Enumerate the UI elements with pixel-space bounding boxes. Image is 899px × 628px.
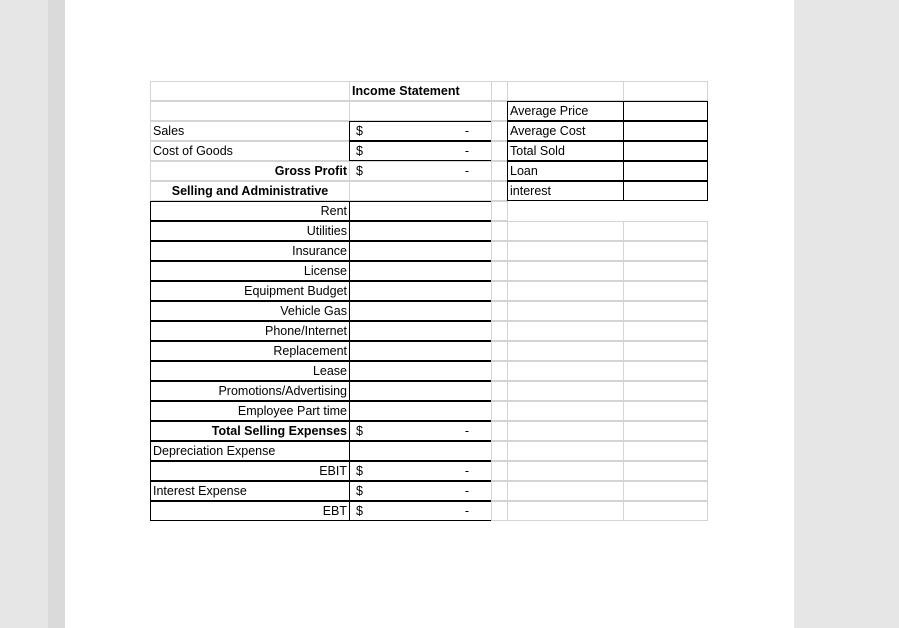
spacer-cell[interactable] [491, 101, 508, 121]
row-value-cell[interactable] [349, 441, 492, 461]
row-value-cell[interactable] [349, 481, 492, 501]
row-value-cell[interactable] [349, 141, 492, 161]
spacer-cell[interactable] [491, 161, 508, 181]
row-label[interactable]: Sales [150, 121, 350, 141]
spacer-cell[interactable] [491, 221, 508, 241]
spacer-cell[interactable] [491, 321, 508, 341]
row-label[interactable]: Lease [150, 361, 350, 381]
spacer-cell[interactable] [491, 261, 508, 281]
spacer-cell[interactable] [491, 481, 508, 501]
blank-cell[interactable] [507, 461, 624, 481]
blank-cell[interactable] [623, 381, 708, 401]
assumption-label[interactable]: Average Cost [507, 121, 624, 141]
spacer-cell[interactable] [491, 81, 508, 101]
assumption-label[interactable]: interest [507, 181, 624, 201]
assumption-blank-cell[interactable] [507, 81, 624, 101]
assumption-value[interactable] [623, 121, 708, 141]
row-label[interactable]: Equipment Budget [150, 281, 350, 301]
spacer-cell[interactable] [491, 501, 508, 521]
blank-cell[interactable] [507, 241, 624, 261]
spacer-cell[interactable] [491, 461, 508, 481]
header-blank-cell[interactable] [150, 81, 350, 101]
row-label[interactable]: EBT [150, 501, 350, 521]
blank-cell[interactable] [623, 301, 708, 321]
row-value-cell[interactable] [349, 361, 492, 381]
row-value-cell[interactable] [349, 301, 492, 321]
row-label[interactable]: EBIT [150, 461, 350, 481]
row-value-cell[interactable] [349, 401, 492, 421]
row-label[interactable]: Rent [150, 201, 350, 221]
spacer-cell[interactable] [491, 341, 508, 361]
row-amount: - [464, 124, 469, 138]
spacer-cell[interactable] [491, 141, 508, 161]
row-amount: - [464, 424, 469, 438]
blank-cell[interactable] [507, 361, 624, 381]
blank-cell[interactable] [623, 421, 708, 441]
row-value-cell[interactable] [349, 181, 492, 201]
blank-cell[interactable] [623, 461, 708, 481]
blank-cell[interactable] [507, 441, 624, 461]
spacer-cell[interactable] [491, 121, 508, 141]
spacer-cell[interactable] [491, 381, 508, 401]
blank-cell[interactable] [623, 261, 708, 281]
row-value-cell[interactable] [349, 461, 492, 481]
row-label[interactable]: Insurance [150, 241, 350, 261]
blank-cell[interactable] [507, 281, 624, 301]
row-value-cell[interactable] [349, 121, 492, 141]
assumption-value[interactable] [623, 181, 708, 201]
assumption-label[interactable]: Loan [507, 161, 624, 181]
income-statement-title[interactable]: Income Statement [349, 81, 492, 101]
spacer-cell[interactable] [491, 301, 508, 321]
blank-cell[interactable] [623, 361, 708, 381]
row-value-cell[interactable] [349, 421, 492, 441]
assumption-value[interactable] [623, 161, 708, 181]
assumption-blank-cell[interactable] [623, 81, 708, 101]
row-amount: - [464, 464, 469, 478]
currency-symbol: $ [356, 164, 363, 178]
blank-cell[interactable] [507, 381, 624, 401]
currency-symbol: $ [356, 504, 363, 518]
row-value-cell[interactable] [349, 161, 492, 181]
row-amount: - [464, 504, 469, 518]
blank-cell[interactable] [623, 481, 708, 501]
row-label[interactable]: Depreciation Expense [150, 441, 350, 461]
blank-cell[interactable] [507, 501, 624, 521]
blank-cell[interactable] [507, 421, 624, 441]
blank-cell[interactable] [507, 301, 624, 321]
assumption-value[interactable] [623, 101, 708, 121]
currency-symbol: $ [356, 424, 363, 438]
assumption-label[interactable]: Average Price [507, 101, 624, 121]
row-value-cell[interactable] [349, 241, 492, 261]
currency-symbol: $ [356, 144, 363, 158]
blank-cell[interactable] [623, 221, 708, 241]
row-value-cell[interactable] [349, 221, 492, 241]
blank-cell[interactable] [623, 401, 708, 421]
blank-cell[interactable] [507, 221, 624, 241]
blank-cell[interactable] [507, 481, 624, 501]
row-value-cell[interactable] [349, 381, 492, 401]
blank-cell[interactable] [623, 321, 708, 341]
currency-symbol: $ [356, 484, 363, 498]
blank-cell[interactable] [507, 341, 624, 361]
spacer-cell[interactable] [491, 241, 508, 261]
page-left-margin [48, 0, 65, 628]
blank-cell[interactable] [507, 401, 624, 421]
row-label[interactable]: Promotions/Advertising [150, 381, 350, 401]
row-value-cell[interactable] [349, 321, 492, 341]
spacer-cell[interactable] [491, 181, 508, 201]
spacer-cell[interactable] [491, 401, 508, 421]
row-label[interactable]: Total Selling Expenses [150, 421, 350, 441]
spacer-cell[interactable] [491, 421, 508, 441]
spacer-cell[interactable] [491, 281, 508, 301]
assumption-label[interactable]: Total Sold [507, 141, 624, 161]
row-value-cell[interactable] [349, 281, 492, 301]
row-value-cell[interactable] [349, 341, 492, 361]
row-label[interactable]: Vehicle Gas [150, 301, 350, 321]
row-label[interactable]: Utilities [150, 221, 350, 241]
row-label[interactable]: Replacement [150, 341, 350, 361]
blank-cell[interactable] [623, 341, 708, 361]
row-amount: - [464, 164, 469, 178]
row-label[interactable]: Selling and Administrative [150, 181, 350, 201]
row-amount: - [464, 484, 469, 498]
row-label[interactable]: Cost of Goods [150, 141, 350, 161]
currency-symbol: $ [356, 124, 363, 138]
blank-cell[interactable] [507, 261, 624, 281]
blank-cell[interactable] [623, 501, 708, 521]
workspace-background [794, 0, 899, 628]
row-label[interactable]: Gross Profit [150, 161, 350, 181]
row-label[interactable]: License [150, 261, 350, 281]
row-label[interactable]: Employee Part time [150, 401, 350, 421]
spacer-cell[interactable] [491, 201, 508, 221]
blank-cell[interactable] [150, 101, 350, 121]
row-amount: - [464, 144, 469, 158]
row-value-cell[interactable] [349, 501, 492, 521]
blank-cell[interactable] [623, 281, 708, 301]
blank-cell[interactable] [623, 241, 708, 261]
currency-symbol: $ [356, 464, 363, 478]
spacer-cell[interactable] [491, 361, 508, 381]
blank-cell[interactable] [623, 441, 708, 461]
row-label[interactable]: Phone/Internet [150, 321, 350, 341]
assumption-value[interactable] [623, 141, 708, 161]
row-value-cell[interactable] [349, 201, 492, 221]
row-label[interactable]: Interest Expense [150, 481, 350, 501]
blank-cell[interactable] [349, 101, 492, 121]
blank-cell[interactable] [507, 321, 624, 341]
row-value-cell[interactable] [349, 261, 492, 281]
spacer-cell[interactable] [491, 441, 508, 461]
